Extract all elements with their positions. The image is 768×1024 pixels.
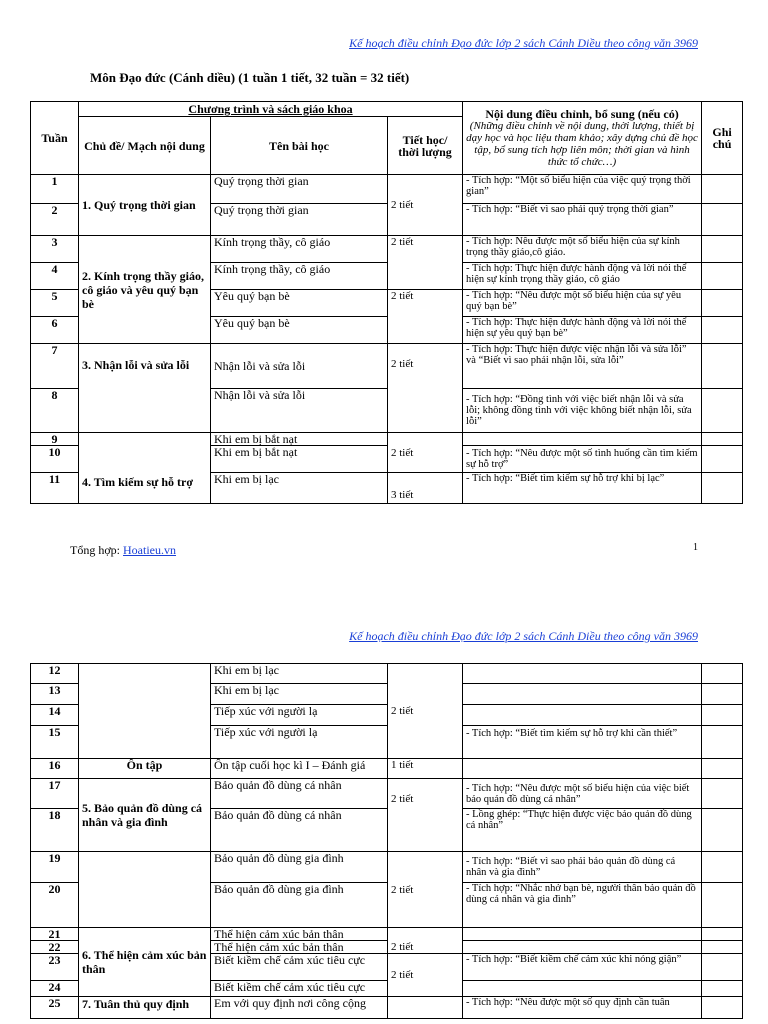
adjust-cell: - Tích hợp: “Nhắc nhở bạn bè, người thân bảo quản đồ dùng cá nhân và gia đình”: [463, 883, 702, 928]
notes-cell: [702, 236, 743, 263]
adjust-cell: - Tích hợp: “Một số biểu hiện của việc quý trọng thời gian”: [463, 175, 702, 204]
adjust-note: (Những điều chỉnh về nội dung, thời lượng, thiết bị dạy học và học liệu tham khảo; xây dựng chủ đề học tập, bổ sung tích hợp liên môn; thời gian và hình thức tổ chức…): [466, 120, 698, 168]
table-row-week: 25: [31, 997, 79, 1019]
adjust-cell: - Lồng ghép: “Thực hiện được việc bảo quản đồ dùng cá nhân”: [463, 809, 702, 852]
plan-table-page-1: [30, 101, 743, 504]
adjust-cell: - Tích hợp: “Biết vì sao phải bảo quản đồ dùng cá nhân và gia đình”: [463, 852, 702, 883]
notes-cell: [702, 954, 743, 981]
table-row-week: 8: [31, 389, 79, 433]
table-row-week: 21: [31, 928, 79, 941]
topic-cell: [79, 852, 211, 928]
lesson-cell: Kính trọng thầy, cô giáo: [211, 263, 388, 290]
periods-cell: 2 tiết: [388, 954, 463, 997]
lesson-cell: Biết kiềm chế cảm xúc tiêu cực: [211, 954, 388, 981]
periods-cell: 2 tiết: [388, 852, 463, 928]
table-row-week: 23: [31, 954, 79, 981]
table-row-week: 18: [31, 809, 79, 852]
table-row-week: 14: [31, 705, 79, 726]
table-row-week: 7: [31, 344, 79, 389]
periods-cell: 2 tiết: [388, 928, 463, 954]
lesson-cell: Ôn tập cuối học kì I – Đánh giá: [211, 759, 388, 779]
notes-cell: [702, 344, 743, 389]
table-row-week: 22: [31, 941, 79, 954]
adjust-cell: [463, 928, 702, 941]
lesson-cell: Tiếp xúc với người lạ: [211, 726, 388, 759]
periods-cell: 2 tiết: [388, 175, 463, 236]
lesson-cell: Tiếp xúc với người lạ: [211, 705, 388, 726]
adjust-cell: - Tích hợp: “Nêu được một số quy định cần tuân: [463, 997, 702, 1019]
table-row-week: 4: [31, 263, 79, 290]
lesson-cell: Bảo quản đồ dùng cá nhân: [211, 779, 388, 809]
topic-cell: 5. Bảo quản đồ dùng cá nhân và gia đình: [79, 779, 211, 852]
lesson-cell: Nhận lỗi và sửa lỗi: [211, 344, 388, 389]
col-periods-header: Tiết học/ thời lượng: [388, 117, 463, 175]
table-row-week: 2: [31, 204, 79, 236]
lesson-cell: Em với quy định nơi công cộng: [211, 997, 388, 1019]
lesson-cell: Kính trọng thầy, cô giáo: [211, 236, 388, 263]
adjust-cell: [463, 759, 702, 779]
adjust-cell: - Tích hợp: “Nêu được một số biểu hiện của sự yêu quý bạn bè”: [463, 290, 702, 317]
notes-cell: [702, 263, 743, 290]
col-program-header: Chương trình và sách giáo khoa: [79, 102, 463, 117]
lesson-cell: Bảo quản đồ dùng gia đình: [211, 883, 388, 928]
lesson-cell: Khi em bị lạc: [211, 473, 388, 504]
notes-cell: [702, 928, 743, 941]
adjust-cell: [463, 433, 702, 446]
adjust-cell: - Tích hợp: “Biết vì sao phải quý trọng thời gian”: [463, 204, 702, 236]
lesson-cell: Khi em bị lạc: [211, 684, 388, 705]
notes-cell: [702, 684, 743, 705]
lesson-cell: Quý trọng thời gian: [211, 204, 388, 236]
notes-cell: [702, 389, 743, 433]
adjust-title: Nội dung điều chỉnh, bổ sung (nếu có): [485, 107, 679, 121]
lesson-cell: Yêu quý bạn bè: [211, 290, 388, 317]
notes-cell: [702, 883, 743, 928]
topic-cell: 2. Kính trọng thầy giáo, cô giáo và yêu quý bạn bè: [79, 236, 211, 344]
periods-cell: 2 tiết: [388, 664, 463, 759]
notes-cell: [702, 726, 743, 759]
col-adjust-header: [463, 102, 702, 175]
adjust-cell: [463, 981, 702, 997]
notes-cell: [702, 981, 743, 997]
adjust-cell: - Tích hợp: Nêu được một số biểu hiện của sự kính trọng thầy giáo,cô giáo.: [463, 236, 702, 263]
notes-cell: [702, 433, 743, 446]
table-row-week: 6: [31, 317, 79, 344]
notes-cell: [702, 204, 743, 236]
periods-cell: [388, 997, 463, 1019]
notes-cell: [702, 852, 743, 883]
notes-cell: [702, 997, 743, 1019]
table-row-week: 3: [31, 236, 79, 263]
table-row-week: 20: [31, 883, 79, 928]
table-row-week: 10: [31, 446, 79, 473]
notes-cell: [702, 759, 743, 779]
lesson-cell: Bảo quản đồ dùng gia đình: [211, 852, 388, 883]
notes-cell: [702, 705, 743, 726]
periods-cell: 1 tiết: [388, 759, 463, 779]
table-row-week: 24: [31, 981, 79, 997]
topic-cell: 1. Quý trọng thời gian: [79, 175, 211, 236]
topic-cell: [79, 664, 211, 759]
notes-cell: [702, 473, 743, 504]
topic-cell: 4. Tìm kiếm sự hỗ trợ: [79, 433, 211, 504]
adjust-cell: - Tích hợp: “Đồng tình với việc biết nhận lỗi và sửa lỗi; không đồng tình với việc không biết nhận lỗi, sửa lỗi”: [463, 389, 702, 433]
adjust-cell: - Tích hợp: “Nêu được một số biểu hiện của việc biết bảo quản đồ dùng cá nhân”: [463, 779, 702, 809]
periods-cell: 3 tiết: [388, 473, 463, 504]
periods-cell: 2 tiết: [388, 433, 463, 473]
lesson-cell: Bảo quản đồ dùng cá nhân: [211, 809, 388, 852]
notes-cell: [702, 290, 743, 317]
footer-label: Tổng hợp:: [70, 543, 121, 557]
subject-title: Môn Đạo đức (Cánh diều) (1 tuần 1 tiết, 32 tuần = 32 tiết): [90, 70, 410, 85]
lesson-cell: Thể hiện cảm xúc bản thân: [211, 941, 388, 954]
footer-link[interactable]: Hoatieu.vn: [123, 543, 177, 557]
table-row-week: 19: [31, 852, 79, 883]
header-link-page-2[interactable]: Kế hoạch điều chỉnh Đạo đức lớp 2 sách Cánh Diều theo công văn 3969: [349, 629, 698, 643]
adjust-cell: - Tích hợp: “Biết kiềm chế cảm xúc khi nóng giận”: [463, 954, 702, 981]
table-row-week: 12: [31, 664, 79, 684]
table-row-week: 13: [31, 684, 79, 705]
topic-cell: Ôn tập: [79, 759, 211, 779]
periods-cell: 2 tiết: [388, 290, 463, 344]
topic-cell: 7. Tuân thủ quy định: [79, 997, 211, 1019]
notes-cell: [702, 664, 743, 684]
adjust-cell: - Tích hợp: Thực hiện được việc nhận lỗi và sửa lỗi” và “Biết vì sao phải nhận lỗi, sửa lỗi”: [463, 344, 702, 389]
periods-cell: 2 tiết: [388, 344, 463, 433]
topic-cell: 3. Nhận lỗi và sửa lỗi: [79, 344, 211, 433]
lesson-cell: Khi em bị lạc: [211, 664, 388, 684]
table-row-week: 9: [31, 433, 79, 446]
col-lesson-header: Tên bài học: [211, 117, 388, 175]
topic-cell: 6. Thể hiện cảm xúc bản thân: [79, 928, 211, 997]
plan-table-page-2: [30, 663, 743, 1019]
table-row-week: 1: [31, 175, 79, 204]
lesson-cell: Khi em bị bắt nạt: [211, 446, 388, 473]
lesson-cell: Yêu quý bạn bè: [211, 317, 388, 344]
notes-cell: [702, 941, 743, 954]
table-row-week: 17: [31, 779, 79, 809]
notes-cell: [702, 175, 743, 204]
periods-cell: 2 tiết: [388, 236, 463, 290]
col-notes-header: Ghi chú: [702, 102, 743, 175]
adjust-cell: [463, 941, 702, 954]
adjust-cell: [463, 705, 702, 726]
notes-cell: [702, 779, 743, 809]
adjust-cell: - Tích hợp: “Biết tìm kiếm sự hỗ trợ khi cần thiết”: [463, 726, 702, 759]
table-row-week: 5: [31, 290, 79, 317]
page-number: 1: [693, 542, 698, 553]
notes-cell: [702, 317, 743, 344]
table-row-week: 16: [31, 759, 79, 779]
lesson-cell: Nhận lỗi và sửa lỗi: [211, 389, 388, 433]
adjust-cell: - Tích hợp: Thực hiện được hành động và lời nói thể hiện sự kính trọng thầy giáo, cô giáo: [463, 263, 702, 290]
table-row-week: 11: [31, 473, 79, 504]
adjust-cell: [463, 684, 702, 705]
header-link[interactable]: Kế hoạch điều chỉnh Đạo đức lớp 2 sách Cánh Diều theo công văn 3969: [349, 36, 698, 50]
lesson-cell: Quý trọng thời gian: [211, 175, 388, 204]
periods-cell: 2 tiết: [388, 779, 463, 852]
lesson-cell: Thể hiện cảm xúc bản thân: [211, 928, 388, 941]
notes-cell: [702, 809, 743, 852]
notes-cell: [702, 446, 743, 473]
lesson-cell: Biết kiềm chế cảm xúc tiêu cực: [211, 981, 388, 997]
table-row-week: 15: [31, 726, 79, 759]
adjust-cell: [463, 664, 702, 684]
lesson-cell: Khi em bị bắt nạt: [211, 433, 388, 446]
adjust-cell: - Tích hợp: “Biết tìm kiếm sự hỗ trợ khi bị lạc”: [463, 473, 702, 504]
adjust-cell: - Tích hợp: “Nêu được một số tình huống cần tìm kiếm sự hỗ trợ”: [463, 446, 702, 473]
footer: [70, 543, 176, 558]
col-week-header: Tuần: [31, 102, 79, 175]
adjust-cell: - Tích hợp: Thực hiện được hành động và lời nói thể hiện sự yêu quý bạn bè”: [463, 317, 702, 344]
col-topic-header: Chủ đề/ Mạch nội dung: [79, 117, 211, 175]
